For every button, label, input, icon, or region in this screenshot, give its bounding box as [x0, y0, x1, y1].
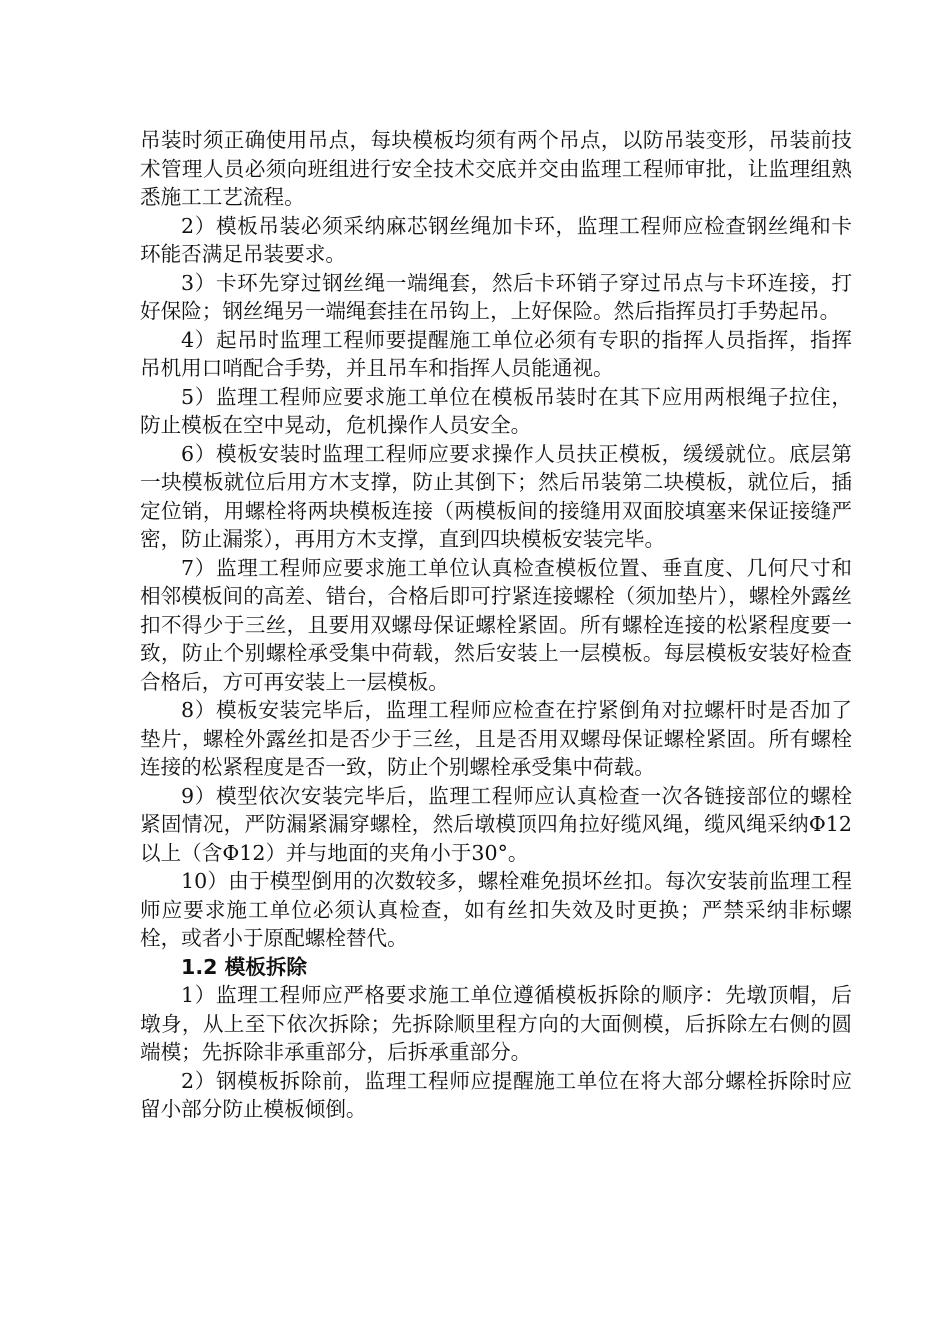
paragraph-lifting-points: 吊装时须正确使用吊点，每块模板均须有两个吊点，以防吊装变形，吊装前技术管理人员必须向班组进行安全技术交底并交由监理工程师审批，让监理组熟悉施工工艺流程。	[140, 128, 852, 209]
document-page	[140, 126, 852, 1124]
paragraph-item-2: 2）模板吊装必须采纳麻芯钢丝绳加卡环，监理工程师应检查钢丝绳和卡环能否满足吊装要求。	[140, 213, 852, 266]
paragraph-item-3: 3）卡环先穿过钢丝绳一端绳套，然后卡环销子穿过吊点与卡环连接，打好保险；钢丝绳另一端绳套挂在吊钩上，上好保险。然后指挥员打手势起吊。	[140, 270, 852, 323]
paragraph-item-8: 8）模板安装完毕后，监理工程师应检查在拧紧倒角对拉螺杆时是否加了垫片，螺栓外露丝扣是否少于三丝，且是否用双螺母保证螺栓紧固。所有螺栓连接的松紧程度是否一致，防止个别螺栓承受集中荷载。	[140, 698, 852, 779]
paragraph-removal-item-2: 2）钢模板拆除前，监理工程师应提醒施工单位在将大部分螺栓拆除时应留小部分防止模板倾倒。	[140, 1068, 852, 1121]
paragraph-removal-item-1: 1）监理工程师应严格要求施工单位遵循模板拆除的顺序：先墩顶帽，后墩身，从上至下依次拆除；先拆除顺里程方向的大面侧模，后拆除左右侧的圆端模；先拆除非承重部分，后拆承重部分。	[140, 983, 852, 1064]
section-heading-formwork-removal: 1.2 模板拆除	[181, 954, 308, 979]
paragraph-item-9: 9）模型依次安装完毕后，监理工程师应认真检查一次各链接部位的螺栓紧固情况，严防漏紧漏穿螺栓，然后墩模顶四角拉好缆风绳，缆风绳采纳Φ12以上（含Φ12）并与地面的夹角小于30°。	[140, 783, 852, 865]
paragraph-item-10: 10）由于模型倒用的次数较多，螺栓难免损坏丝扣。每次安装前监理工程师应要求施工单位必须认真检查，如有丝扣失效及时更换；严禁采纳非标螺栓，或者小于原配螺栓替代。	[140, 869, 852, 950]
paragraph-item-5: 5）监理工程师应要求施工单位在模板吊装时在其下应用两根绳子拉住，防止模板在空中晃动，危机操作人员安全。	[140, 384, 852, 437]
paragraph-item-7: 7）监理工程师应要求施工单位认真检查模板位置、垂直度、几何尺寸和相邻模板间的高差、错台，合格后即可拧紧连接螺栓（须加垫片），螺栓外露丝扣不得少于三丝，且要用双螺母保证螺栓紧固。所有螺栓连接的松紧程度要一致，防止个别螺栓承受集中荷载，然后安装上一层模板。每层模板安装好检查合格后，方可再安装上一层模板。	[140, 555, 852, 694]
paragraph-item-6: 6）模板安装时监理工程师应要求操作人员扶正模板，缓缓就位。底层第一块模板就位后用方木支撑，防止其倒下；然后吊装第二块模板，就位后，插定位销，用螺栓将两块模板连接（两模板间的接缝用双面胶填塞来保证接缝严密，防止漏浆），再用方木支撑，直到四块模板安装完毕。	[140, 441, 852, 551]
paragraph-item-4: 4）起吊时监理工程师要提醒施工单位必须有专职的指挥人员指挥，指挥吊机用口哨配合手势，并且吊车和指挥人员能通视。	[140, 327, 852, 380]
